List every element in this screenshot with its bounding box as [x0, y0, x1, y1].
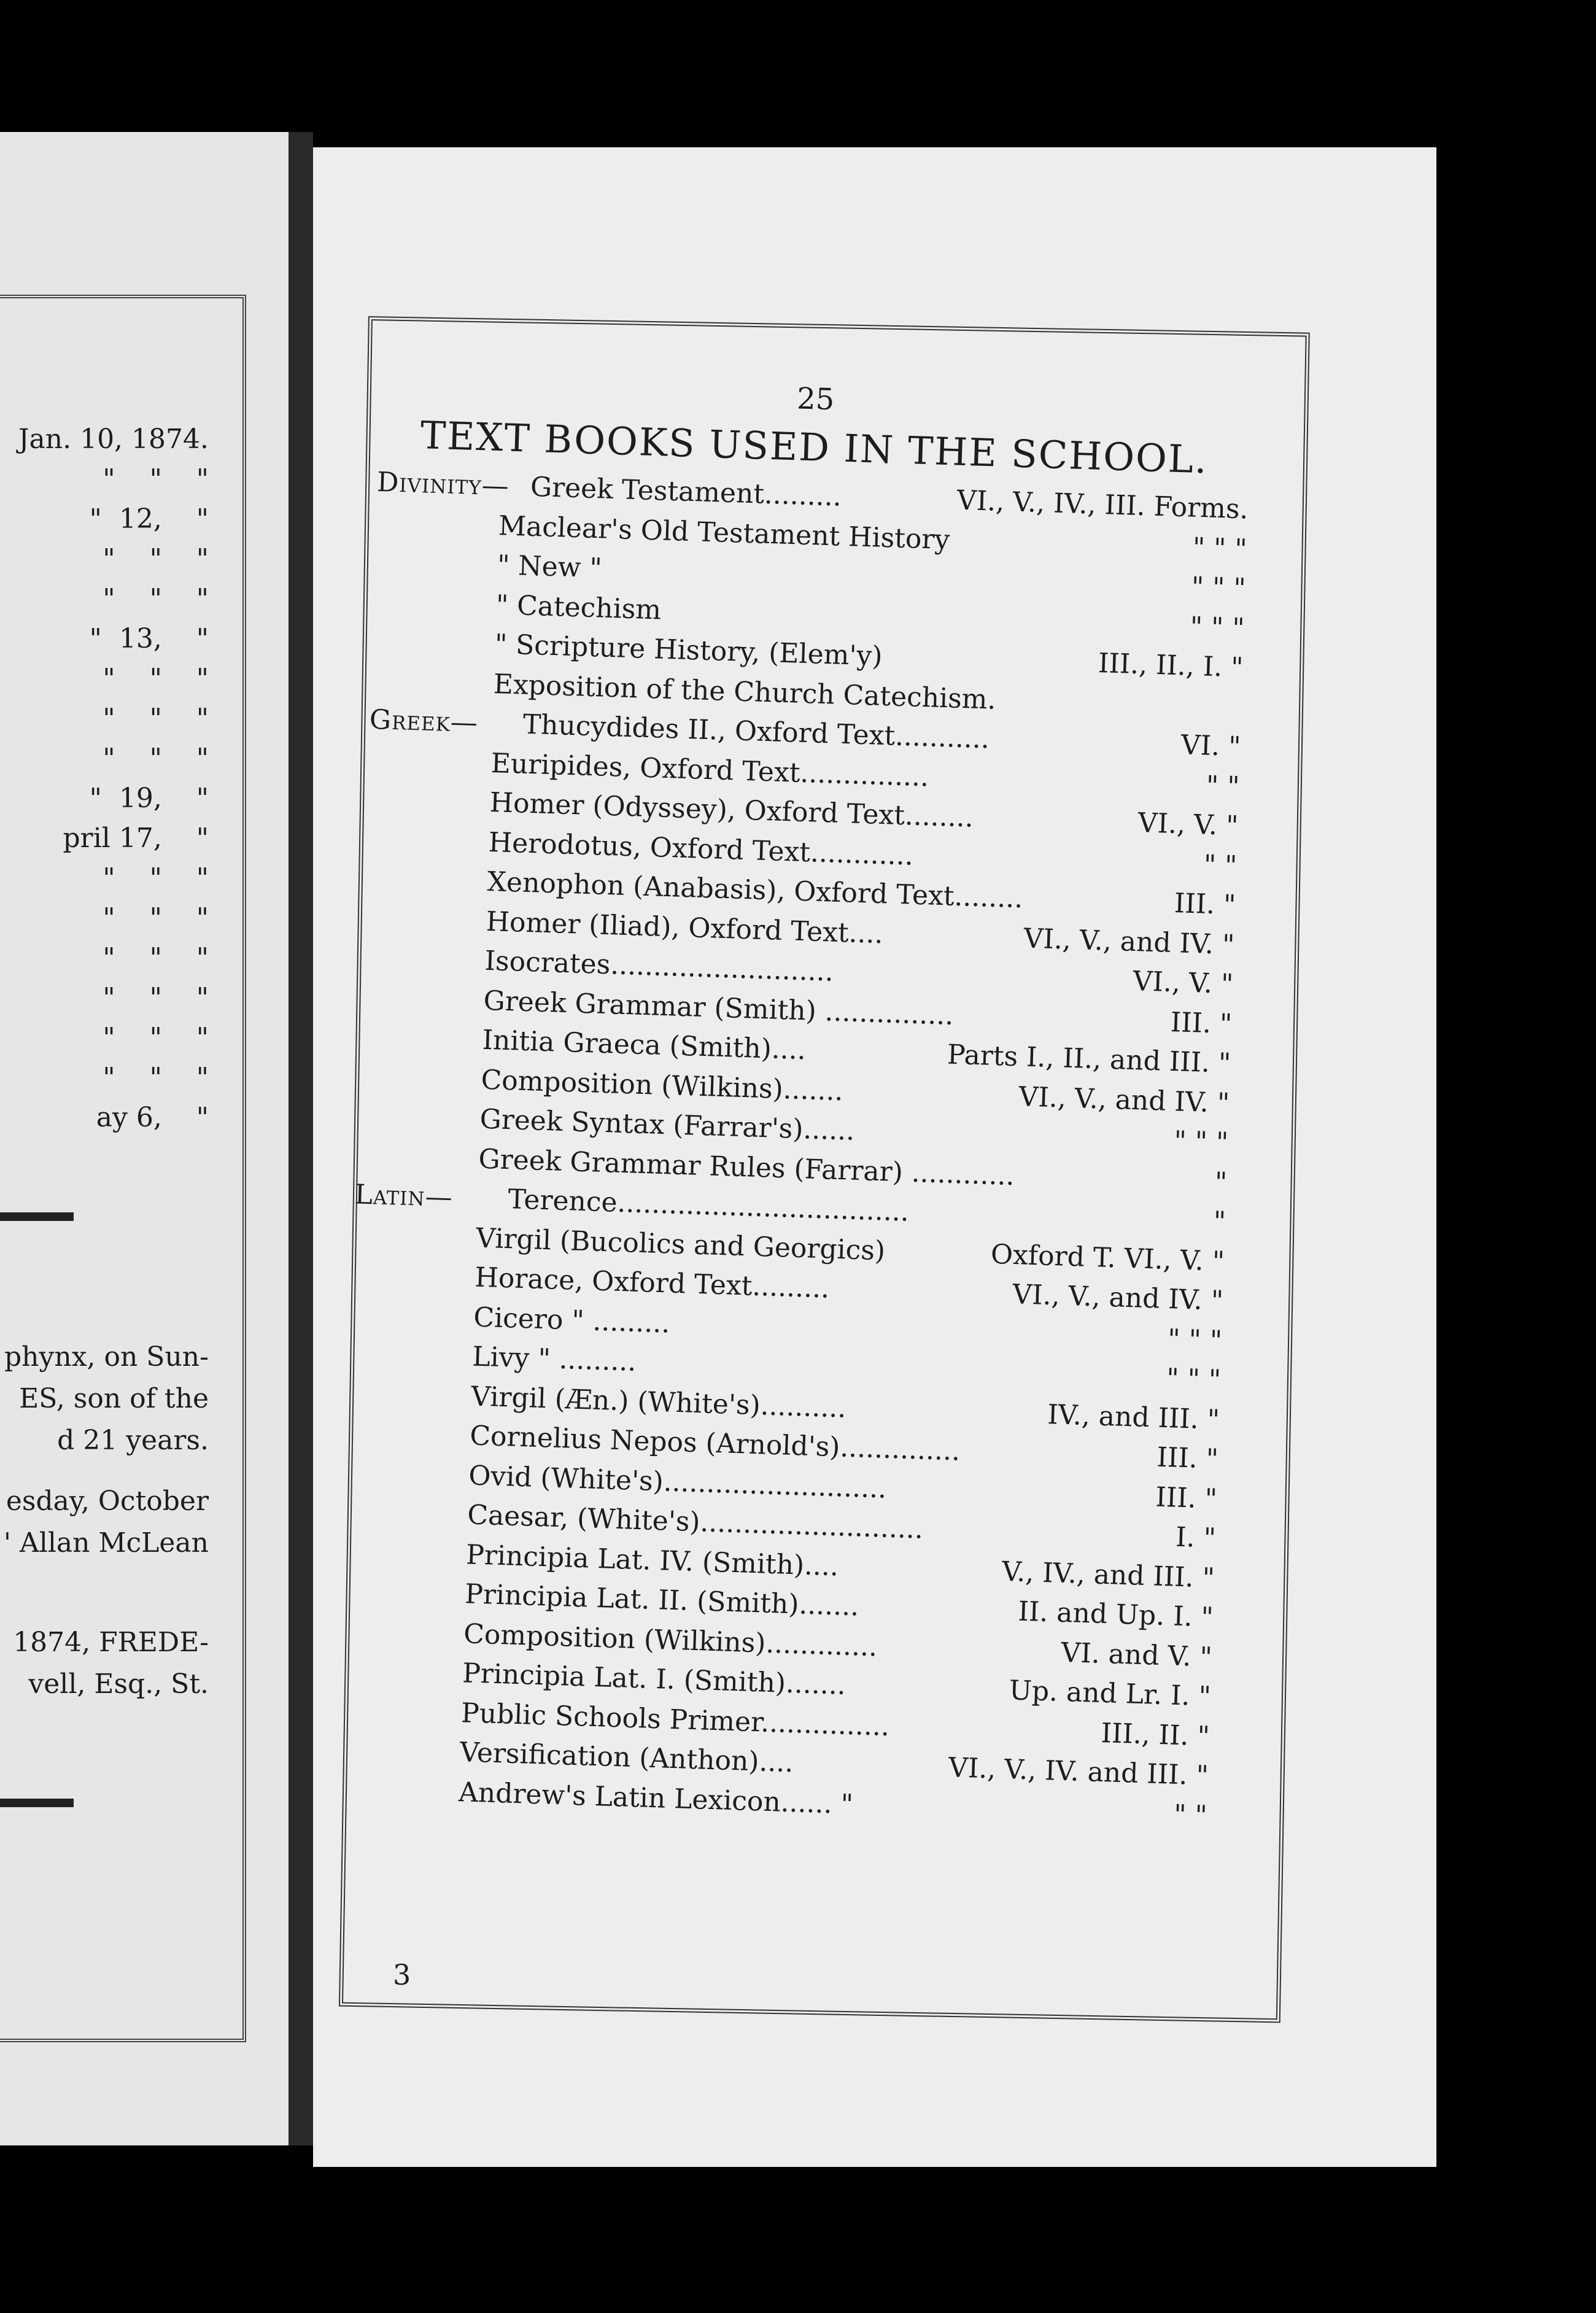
forms-used: VI., V. ": [1133, 966, 1234, 1001]
left-page-line: vell, Esq., St.: [28, 1668, 209, 1700]
book-title: Principia Lat. II. (Smith).......: [464, 1578, 860, 1622]
left-page-line: " " ": [103, 1022, 209, 1053]
book-title: Horace, Oxford Text.........: [474, 1261, 831, 1304]
left-page-line: " " ": [103, 663, 209, 694]
left-page-line: 1874, FREDE-: [13, 1627, 209, 1658]
forms-used: VI., V., and IV. ": [1023, 922, 1235, 961]
left-page-line: esday, October: [6, 1486, 209, 1517]
book-title: Greek Testament.........: [530, 471, 842, 513]
book-title: Principia Lat. I. (Smith).......: [462, 1657, 846, 1701]
forms-used: III., II. ": [1100, 1717, 1211, 1753]
forms-used: ": [1212, 1206, 1226, 1238]
book-title: Greek Grammar (Smith) ...............: [482, 985, 955, 1031]
book-title: Xenophon (Anabasis), Oxford Text........: [487, 866, 1024, 915]
left-page-line: " " ": [103, 862, 209, 894]
forms-used: III. ": [1155, 1481, 1218, 1515]
left-page-line: " " ": [103, 543, 209, 575]
forms-used: VI. and V. ": [1060, 1637, 1213, 1673]
left-page-line: ay 6, ": [96, 1102, 209, 1133]
book-title: " Scripture History, (Elem'y): [494, 629, 883, 672]
book-title: Euripides, Oxford Text...............: [490, 747, 930, 792]
left-page-line: " " ": [103, 743, 209, 774]
forms-used: II. and Up. I. ": [1017, 1595, 1214, 1633]
forms-used: III., II., I. ": [1098, 647, 1244, 684]
book-title: Greek Grammar Rules (Farrar) ............: [478, 1143, 1015, 1191]
forms-used: " " ": [1173, 1125, 1229, 1158]
forms-used: " ": [1173, 1799, 1208, 1831]
book-title: Homer (Odyssey), Oxford Text........: [489, 786, 974, 834]
book-title: Public Schools Primer...............: [460, 1697, 890, 1742]
book-title: Isocrates..........................: [484, 945, 834, 988]
book-title: Versification (Anthon)....: [459, 1737, 794, 1779]
forms-used: Up. and Lr. I. ": [1009, 1675, 1212, 1713]
forms-used: " " ": [1167, 1323, 1223, 1357]
left-page-line: " " ": [103, 1062, 209, 1093]
book-gutter: [289, 132, 313, 2145]
book-title: Virgil (Æn.) (White's)..........: [470, 1380, 847, 1424]
left-page-line: " 19, ": [89, 783, 209, 814]
forms-used: III. ": [1170, 1006, 1233, 1040]
forms-used: VI., V. ": [1137, 807, 1239, 842]
book-title: Livy " .........: [471, 1341, 637, 1377]
book-title: Cicero " .........: [473, 1301, 671, 1339]
book-title: Maclear's Old Testament History: [498, 509, 951, 556]
left-page-line: " " ": [103, 463, 209, 495]
forms-used: I. ": [1175, 1521, 1217, 1554]
forms-used: III. ": [1156, 1441, 1219, 1475]
book-title: Principia Lat. IV. (Smith)....: [465, 1538, 839, 1582]
signature-mark: 3: [393, 1958, 411, 1991]
forms-used: Parts I., II., and III. ": [947, 1039, 1231, 1080]
book-title: Herodotus, Oxford Text............: [488, 826, 914, 872]
forms-used: " " ": [1189, 611, 1245, 644]
left-page-line: Jan. 10, 1874.: [18, 424, 209, 455]
forms-used: ": [1214, 1166, 1228, 1198]
left-page-line: " " ": [103, 703, 209, 734]
book-title: Initia Graeca (Smith)....: [481, 1024, 807, 1066]
forms-used: VI. ": [1180, 729, 1242, 763]
forms-used: " ": [1206, 770, 1241, 802]
forms-used: IV., and III. ": [1047, 1398, 1220, 1436]
section-label: Latin—: [354, 1179, 454, 1214]
book-title: Composition (Wilkins).............: [463, 1618, 878, 1662]
forms-used: V., IV., and III. ": [1001, 1556, 1215, 1594]
left-page-rule: [0, 1799, 74, 1807]
book-title: Greek Syntax (Farrar's)......: [479, 1103, 856, 1147]
left-page-line: pril 17, ": [63, 823, 209, 854]
forms-used: " " ": [1190, 571, 1247, 605]
forms-used: VI., V., IV. and III. ": [948, 1752, 1209, 1792]
book-title: Exposition of the Church Catechism.: [493, 668, 997, 716]
forms-used: Oxford T. VI., V. ": [990, 1238, 1225, 1277]
forms-used: " " ": [1166, 1363, 1222, 1396]
forms-used: III. ": [1174, 888, 1237, 921]
book-title: Virgil (Bucolics and Georgics): [475, 1222, 886, 1267]
book-title: " Catechism: [495, 589, 662, 626]
book-title: Homer (Iliad), Oxford Text....: [485, 905, 884, 950]
text-book-list: [335, 467, 1249, 1840]
left-page-line: phynx, on Sun-: [4, 1341, 209, 1373]
page-number: 25: [796, 381, 835, 417]
book-title: Andrew's Latin Lexicon...... ": [458, 1776, 854, 1820]
forms-used: " ": [1203, 849, 1238, 881]
left-page-line: " " ": [103, 982, 209, 1013]
book-title: Composition (Wilkins).......: [480, 1064, 844, 1107]
section-label: Divinity—: [376, 466, 510, 502]
book-title: " New ": [497, 549, 603, 584]
book-title: Cornelius Nepos (Arnold's)..............: [469, 1420, 961, 1467]
page-content: [335, 368, 1252, 1839]
section-label: Greek—: [369, 703, 479, 739]
forms-used: VI., V., IV., III. Forms.: [956, 484, 1249, 525]
left-page-line: ' Allan McLean: [3, 1527, 209, 1559]
book-title: Terence..................................: [507, 1184, 910, 1228]
left-page-line: " " ": [103, 942, 209, 974]
book-title: Thucydides II., Oxford Text...........: [522, 708, 990, 755]
forms-used: " " ": [1192, 532, 1248, 565]
left-page-line: d 21 years.: [57, 1425, 209, 1456]
left-page-line: " " ": [103, 902, 209, 934]
left-page-line: " 12, ": [89, 503, 209, 535]
book-title: Ovid (White's)..........................: [468, 1459, 888, 1505]
left-page-rule: [0, 1212, 74, 1221]
forms-used: VI., V., and IV. ": [1018, 1080, 1230, 1119]
book-title: Caesar, (White's)..........................: [467, 1499, 924, 1545]
page-title: TEXT BOOKS USED IN THE SCHOOL.: [419, 413, 1209, 482]
left-page-line: ES, son of the: [19, 1383, 209, 1414]
left-page-line: " 13, ": [89, 623, 209, 654]
left-page-line: " " ": [103, 583, 209, 614]
forms-used: VI., V., and IV. ": [1012, 1279, 1224, 1317]
